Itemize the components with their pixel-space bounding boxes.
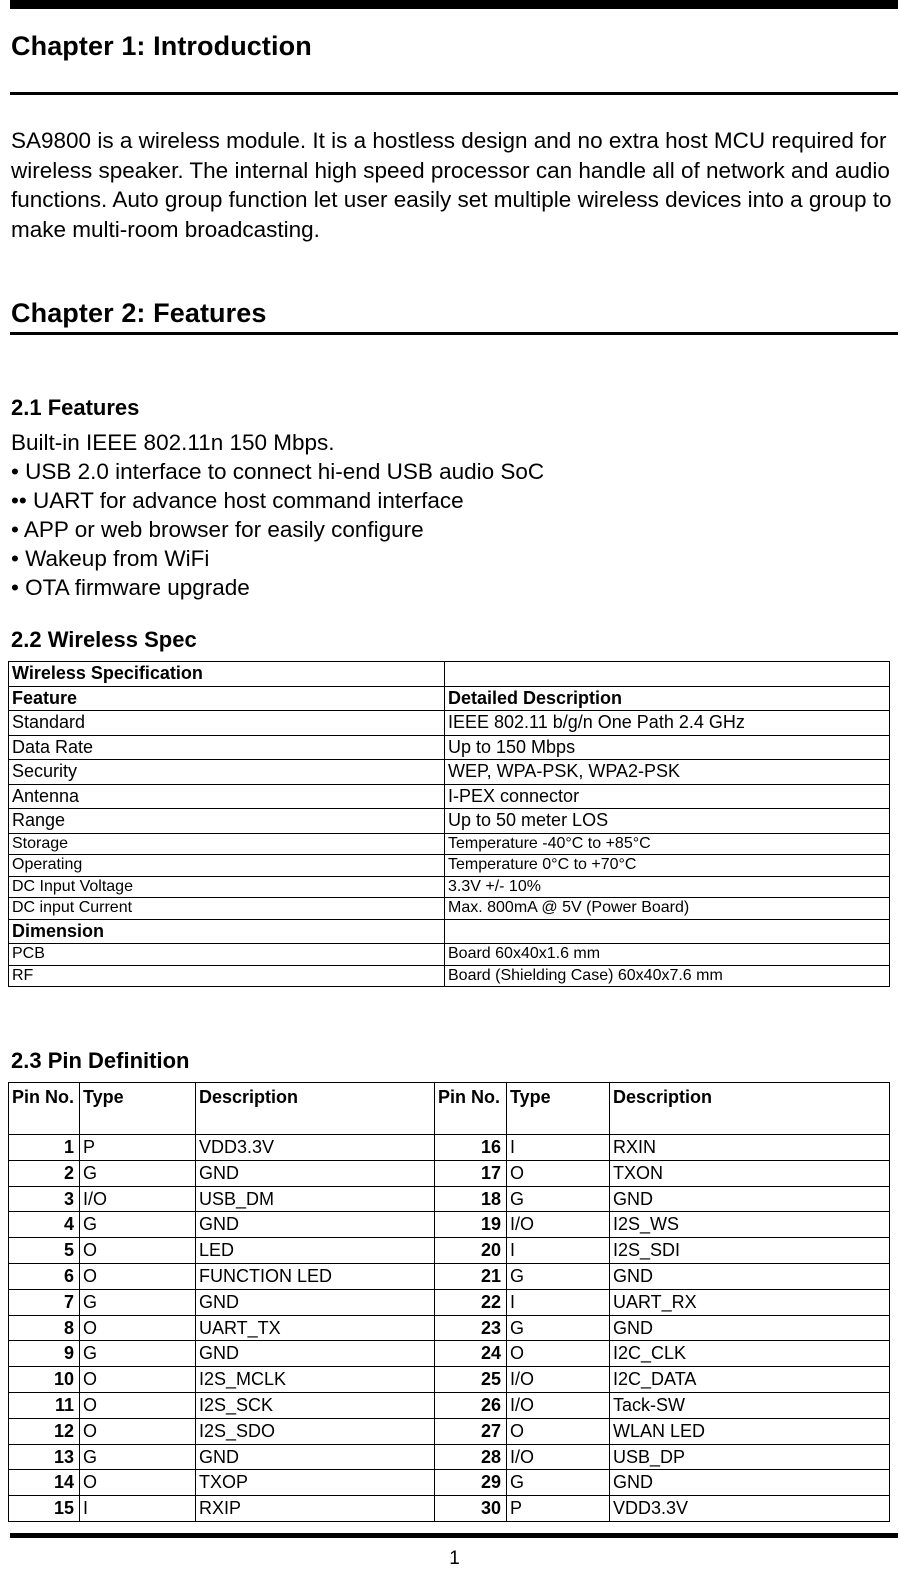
pin-number: 28 [435, 1444, 507, 1470]
pin-type: I [507, 1289, 610, 1315]
footer-rule [10, 1533, 898, 1538]
chapter2-title: Chapter 2: Features [11, 298, 267, 328]
pin-description: GND [610, 1315, 890, 1341]
pin-number: 12 [9, 1418, 80, 1444]
pin-type: O [80, 1315, 196, 1341]
table-cell: DC input Current [9, 898, 445, 920]
pin-type: I/O [80, 1186, 196, 1212]
table-header-cell: Description [196, 1083, 435, 1135]
pin-number: 18 [435, 1186, 507, 1212]
pin-number: 1 [9, 1135, 80, 1161]
table-cell: Max. 800mA @ 5V (Power Board) [445, 898, 890, 920]
pin-type: I/O [507, 1212, 610, 1238]
pin-number: 29 [435, 1470, 507, 1496]
table-cell: Up to 50 meter LOS [445, 809, 890, 834]
pin-type: I [507, 1135, 610, 1161]
table-row [9, 735, 890, 760]
table-header-row [9, 1083, 890, 1135]
pin-type: I/O [507, 1444, 610, 1470]
table-row [9, 1392, 890, 1418]
pin-description: VDD3.3V [610, 1496, 890, 1522]
table-row [9, 898, 890, 920]
table-row [9, 1315, 890, 1341]
table-cell: 3.3V +/- 10% [445, 876, 890, 898]
feature-item: • USB 2.0 interface to connect hi-end USB audio SoC [11, 459, 545, 484]
table-cell: Standard [9, 711, 445, 736]
pin-description: GND [196, 1212, 435, 1238]
table-header-cell: Type [507, 1083, 610, 1135]
feature-item: • APP or web browser for easily configure [11, 517, 424, 542]
pin-description: Tack-SW [610, 1392, 890, 1418]
pin-description: GND [196, 1160, 435, 1186]
chapter1-rule [10, 92, 898, 95]
pin-description: WLAN LED [610, 1418, 890, 1444]
pin-number: 3 [9, 1186, 80, 1212]
pin-number: 2 [9, 1160, 80, 1186]
pin-description: GND [610, 1263, 890, 1289]
table-row [9, 809, 890, 834]
pin-number: 22 [435, 1289, 507, 1315]
pin-type: O [80, 1367, 196, 1393]
table-row [9, 1263, 890, 1289]
page-number: 1 [449, 1548, 460, 1569]
pin-number: 30 [435, 1496, 507, 1522]
pin-description: UART_RX [610, 1289, 890, 1315]
pin-type: I [507, 1238, 610, 1264]
table-row [9, 1238, 890, 1264]
pin-number: 9 [9, 1341, 80, 1367]
features-heading: 2.1 Features [11, 395, 140, 420]
pin-type: G [507, 1470, 610, 1496]
pin-number: 26 [435, 1392, 507, 1418]
top-rule [10, 0, 898, 9]
pin-type: O [507, 1160, 610, 1186]
table-cell: I-PEX connector [445, 784, 890, 809]
table-cell: Dimension [9, 919, 445, 944]
feature-item: Built-in IEEE 802.11n 150 Mbps. [11, 430, 335, 455]
table-cell: WEP, WPA-PSK, WPA2-PSK [445, 760, 890, 785]
table-row [9, 1496, 890, 1522]
pin-number: 7 [9, 1289, 80, 1315]
pin-number: 19 [435, 1212, 507, 1238]
pin-description: FUNCTION LED [196, 1263, 435, 1289]
table-cell [445, 919, 890, 944]
pin-description: TXON [610, 1160, 890, 1186]
pin-type: O [80, 1263, 196, 1289]
table-cell: PCB [9, 944, 445, 966]
pin-description: GND [196, 1289, 435, 1315]
pin-type: G [80, 1444, 196, 1470]
pin-number: 20 [435, 1238, 507, 1264]
table-header-row [9, 686, 890, 711]
table-cell: Board (Shielding Case) 60x40x7.6 mm [445, 965, 890, 987]
table-row [9, 944, 890, 966]
table-row [9, 711, 890, 736]
pin-type: P [80, 1135, 196, 1161]
pin-description: USB_DP [610, 1444, 890, 1470]
pin-description: I2C_CLK [610, 1341, 890, 1367]
pin-type: G [80, 1289, 196, 1315]
table-header-cell: Pin No. [9, 1083, 80, 1135]
table-row [9, 965, 890, 987]
table-row [9, 1289, 890, 1315]
chapter1-title: Chapter 1: Introduction [11, 31, 312, 61]
table-row [9, 1160, 890, 1186]
table-row [9, 833, 890, 855]
pin-number: 4 [9, 1212, 80, 1238]
pin-description: I2S_SDO [196, 1418, 435, 1444]
pin-description: I2S_SDI [610, 1238, 890, 1264]
table-cell: Temperature 0°C to +70°C [445, 855, 890, 877]
wireless-heading: 2.2 Wireless Spec [11, 627, 197, 652]
pin-description: LED [196, 1238, 435, 1264]
pin-type: O [80, 1418, 196, 1444]
pin-number: 25 [435, 1367, 507, 1393]
feature-item: • OTA firmware upgrade [11, 575, 250, 600]
intro-paragraph: SA9800 is a wireless module. It is a hostless design and no extra host MCU required for wireless speaker. The internal high speed processor can handle all of network and audio functions. Auto group function let user easily set multiple wireless devices into a group to make multi-room broadcasting. [11, 128, 892, 242]
table-cell: Antenna [9, 784, 445, 809]
pin-description: I2S_MCLK [196, 1367, 435, 1393]
pin-description: I2C_DATA [610, 1367, 890, 1393]
pin-type: O [507, 1418, 610, 1444]
pin-description: VDD3.3V [196, 1135, 435, 1161]
pin-number: 11 [9, 1392, 80, 1418]
table-cell: Storage [9, 833, 445, 855]
table-cell [445, 662, 890, 687]
pin-type: O [507, 1341, 610, 1367]
table-header-cell: Detailed Description [445, 686, 890, 711]
table-row [9, 1418, 890, 1444]
table-cell: Board 60x40x1.6 mm [445, 944, 890, 966]
table-section-row [9, 919, 890, 944]
pin-number: 10 [9, 1367, 80, 1393]
pin-number: 8 [9, 1315, 80, 1341]
table-header-cell: Type [80, 1083, 196, 1135]
pin-number: 16 [435, 1135, 507, 1161]
pin-type: O [80, 1238, 196, 1264]
table-row [9, 1470, 890, 1496]
pin-type: I/O [507, 1367, 610, 1393]
table-row [9, 1186, 890, 1212]
table-header-cell: Description [610, 1083, 890, 1135]
feature-list [11, 428, 544, 602]
pin-type: G [80, 1212, 196, 1238]
pin-description: GND [196, 1444, 435, 1470]
table-cell: Range [9, 809, 445, 834]
pin-type: G [80, 1341, 196, 1367]
pin-number: 5 [9, 1238, 80, 1264]
pin-number: 15 [9, 1496, 80, 1522]
table-row [9, 784, 890, 809]
pin-description: UART_TX [196, 1315, 435, 1341]
pins-heading: 2.3 Pin Definition [11, 1048, 190, 1073]
pin-number: 24 [435, 1341, 507, 1367]
pin-number: 27 [435, 1418, 507, 1444]
pin-number: 6 [9, 1263, 80, 1289]
feature-item: • Wakeup from WiFi [11, 546, 210, 571]
table-header-cell: Feature [9, 686, 445, 711]
table-row [9, 760, 890, 785]
pin-type: G [507, 1315, 610, 1341]
table-row [9, 1444, 890, 1470]
feature-item: •• UART for advance host command interface [11, 488, 464, 513]
pin-type: I/O [507, 1392, 610, 1418]
table-cell: Security [9, 760, 445, 785]
pin-number: 23 [435, 1315, 507, 1341]
wireless-spec-table [8, 661, 890, 987]
table-cell: Temperature -40°C to +85°C [445, 833, 890, 855]
table-cell: Operating [9, 855, 445, 877]
table-header-cell: Pin No. [435, 1083, 507, 1135]
pin-description: I2S_WS [610, 1212, 890, 1238]
pin-description: TXOP [196, 1470, 435, 1496]
table-cell: RF [9, 965, 445, 987]
pin-description: USB_DM [196, 1186, 435, 1212]
table-cell: Data Rate [9, 735, 445, 760]
pin-number: 13 [9, 1444, 80, 1470]
pin-description: GND [196, 1341, 435, 1367]
pin-definition-table [8, 1082, 890, 1522]
pin-description: GND [610, 1470, 890, 1496]
table-cell: IEEE 802.11 b/g/n One Path 2.4 GHz [445, 711, 890, 736]
table-cell: Wireless Specification [9, 662, 445, 687]
pin-description: GND [610, 1186, 890, 1212]
pin-number: 21 [435, 1263, 507, 1289]
pin-type: P [507, 1496, 610, 1522]
table-row [9, 1135, 890, 1161]
pin-description: RXIP [196, 1496, 435, 1522]
pin-type: G [507, 1186, 610, 1212]
table-cell: DC Input Voltage [9, 876, 445, 898]
chapter2-rule [10, 332, 898, 335]
table-row [9, 876, 890, 898]
pin-description: RXIN [610, 1135, 890, 1161]
pin-description: I2S_SCK [196, 1392, 435, 1418]
pin-type: G [507, 1263, 610, 1289]
table-cell: Up to 150 Mbps [445, 735, 890, 760]
table-title-row [9, 662, 890, 687]
pin-type: I [80, 1496, 196, 1522]
pin-type: O [80, 1470, 196, 1496]
pin-type: O [80, 1392, 196, 1418]
table-row [9, 1212, 890, 1238]
pin-type: G [80, 1160, 196, 1186]
pin-number: 14 [9, 1470, 80, 1496]
table-row [9, 855, 890, 877]
pin-number: 17 [435, 1160, 507, 1186]
table-row [9, 1367, 890, 1393]
table-row [9, 1341, 890, 1367]
